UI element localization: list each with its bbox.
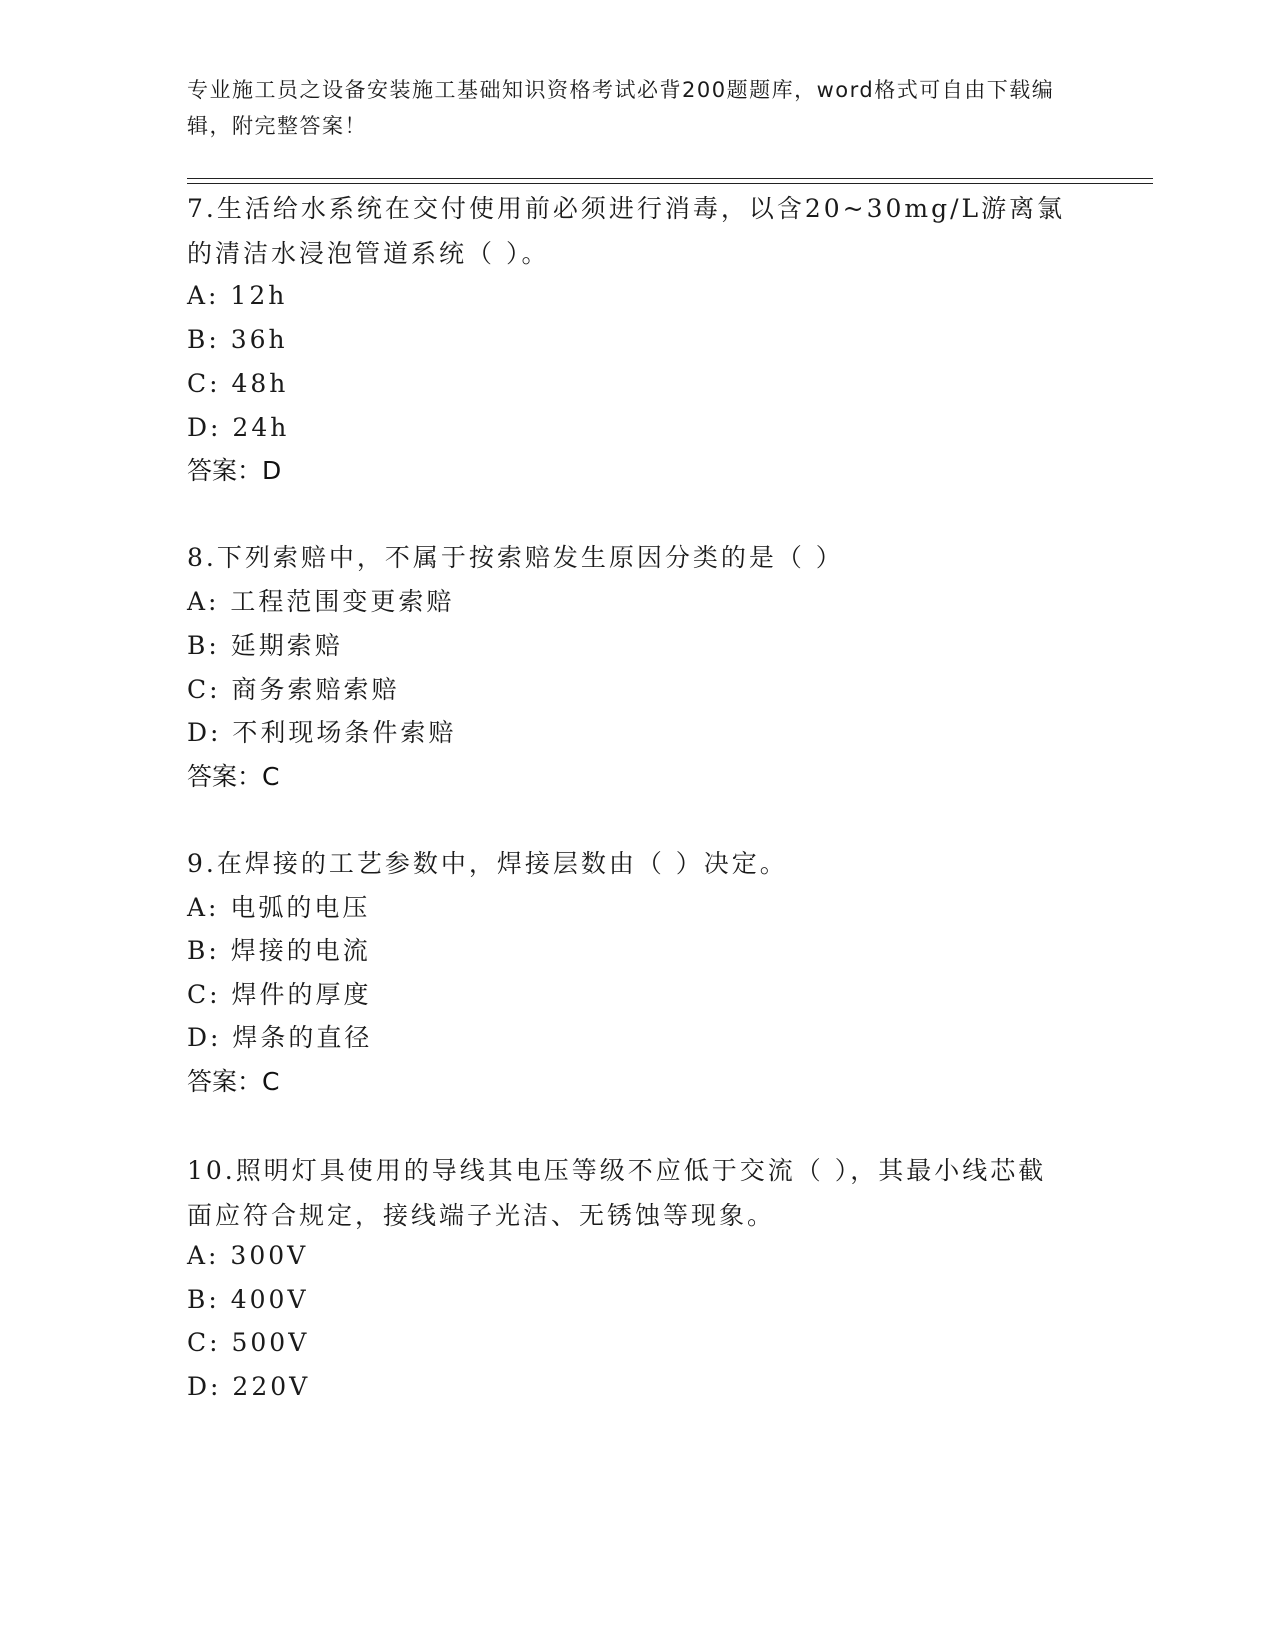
question-7-option-a: A: 12h	[187, 281, 288, 310]
document-header: 专业施工员之设备安装施工基础知识资格考试必背200题题库，word格式可自由下载编辑，附完整答案！	[187, 78, 1055, 138]
question-7-option-d: D: 24h	[187, 413, 290, 442]
question-10-option-a: A: 300V	[187, 1241, 309, 1270]
question-8-answer: 答案：C	[187, 762, 280, 791]
question-8-text: 8.下列索赔中，不属于按索赔发生原因分类的是（ ）	[187, 543, 844, 572]
question-10-option-b: B: 400V	[187, 1285, 309, 1314]
question-7-answer: 答案：D	[187, 456, 282, 485]
question-7-option-c: C: 48h	[187, 369, 289, 398]
question-8-option-b: B: 延期索赔	[187, 631, 343, 660]
question-9-answer: 答案：C	[187, 1067, 280, 1096]
question-8-option-d: D: 不利现场条件索赔	[187, 718, 457, 747]
question-8-option-a: A: 工程范围变更索赔	[187, 587, 455, 616]
question-9-option-a: A: 电弧的电压	[187, 893, 371, 922]
question-9-option-c: C: 焊件的厚度	[187, 980, 372, 1009]
question-10-option-c: C: 500V	[187, 1328, 310, 1357]
question-9-option-d: D: 焊条的直径	[187, 1023, 373, 1052]
question-9-option-b: B: 焊接的电流	[187, 936, 371, 965]
question-9-text: 9.在焊接的工艺参数中，焊接层数由（ ）决定。	[187, 849, 788, 878]
question-10-text: 10.照明灯具使用的导线其电压等级不应低于交流（ ），其最小线芯截面应符合规定，接线端子光洁、无锈蚀等现象。	[187, 1156, 1047, 1230]
question-10-option-d: D: 220V	[187, 1372, 311, 1401]
question-7-text: 7.生活给水系统在交付使用前必须进行消毒，以含20~30mg/L游离氯的清洁水浸泡管道系统（ ）。	[187, 194, 1066, 268]
header-divider-top	[187, 178, 1153, 179]
header-divider-bottom	[187, 183, 1153, 184]
question-7-option-b: B: 36h	[187, 325, 288, 354]
question-8-option-c: C: 商务索赔索赔	[187, 675, 400, 704]
